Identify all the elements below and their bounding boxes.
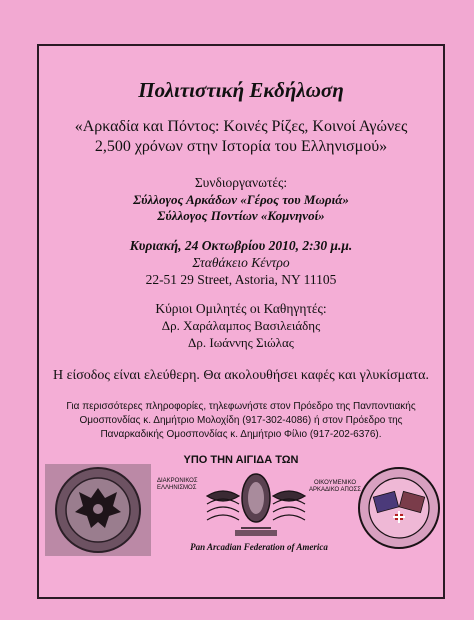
info-line-2: Ομοσπονδίας κ. Δημήτριο Μολοχίδη (917-302-4086) ή στον Πρόεδρο της — [79, 415, 403, 426]
event-subtitle — [39, 117, 443, 157]
pontian-federation-seal-logo — [43, 462, 153, 558]
subtitle-line-2: 2,500 χρόνων στην Ιστορία του Ελληνισμού» — [94, 138, 388, 155]
contact-info — [39, 400, 443, 442]
event-address: 22-51 29 Street, Astoria, NY 11105 — [145, 272, 337, 287]
speakers-heading: Κύριοι Ομιλητές οι Καθηγητές: — [155, 301, 327, 316]
event-venue: Σταθάκειο Κέντρο — [192, 255, 290, 270]
speaker-2: Δρ. Ιωάννης Σιώλας — [188, 335, 294, 350]
logo2-caption: Pan Arcadian Federation of America — [190, 542, 328, 552]
hellenic-societies-seal-logo — [357, 466, 441, 550]
aegis-heading: ΥΠΟ ΤΗΝ ΑΙΓΙΔΑ ΤΩΝ — [183, 454, 299, 466]
flyer — [37, 44, 445, 599]
organizer-arcadian: Σύλλογος Αρκάδων «Γέρος του Μωριά» — [133, 192, 349, 207]
entry-note: Η είσοδος είναι ελεύθερη. Θα ακολουθήσει καφές και γλυκίσματα. — [53, 368, 429, 383]
organizers-heading: Συνδιοργανωτές: — [194, 175, 288, 190]
speaker-1: Δρ. Χαράλαμπος Βασιλειάδης — [161, 318, 321, 333]
logo1-label: ΔΙΑΚΡΟΝΙΚΟΣ ΕΛΛΗΝΙΣΜΟΣ — [157, 478, 198, 491]
pan-arcadian-federation-logo — [201, 466, 311, 544]
info-line-1: Για περισσότερες πληροφορίες, τηλεφωνήστε στον Πρόεδρο της Πανποντιακής — [66, 401, 416, 412]
event-title: Πολιτιστική Εκδήλωση — [138, 78, 344, 102]
info-line-3: Παναρκαδικής Ομοσπονδίας κ. Δημήτριο Φίλιο (917-202-6376). — [100, 429, 382, 440]
event-date: Κυριακή, 24 Οκτωβρίου 2010, 2:30 μ.μ. — [129, 238, 353, 253]
organizer-pontian: Σύλλογος Ποντίων «Κομνηνοί» — [157, 208, 325, 223]
subtitle-line-1: «Αρκαδία και Πόντος: Κοινές Ρίζες, Κοινοί Αγώνες — [74, 118, 408, 135]
logo3-label: ΟΙΚΟΥΜΕΝΙΚΟ ΑΡΚΑΔΙΚΟ ΑΠΟΣΣ — [309, 480, 361, 493]
